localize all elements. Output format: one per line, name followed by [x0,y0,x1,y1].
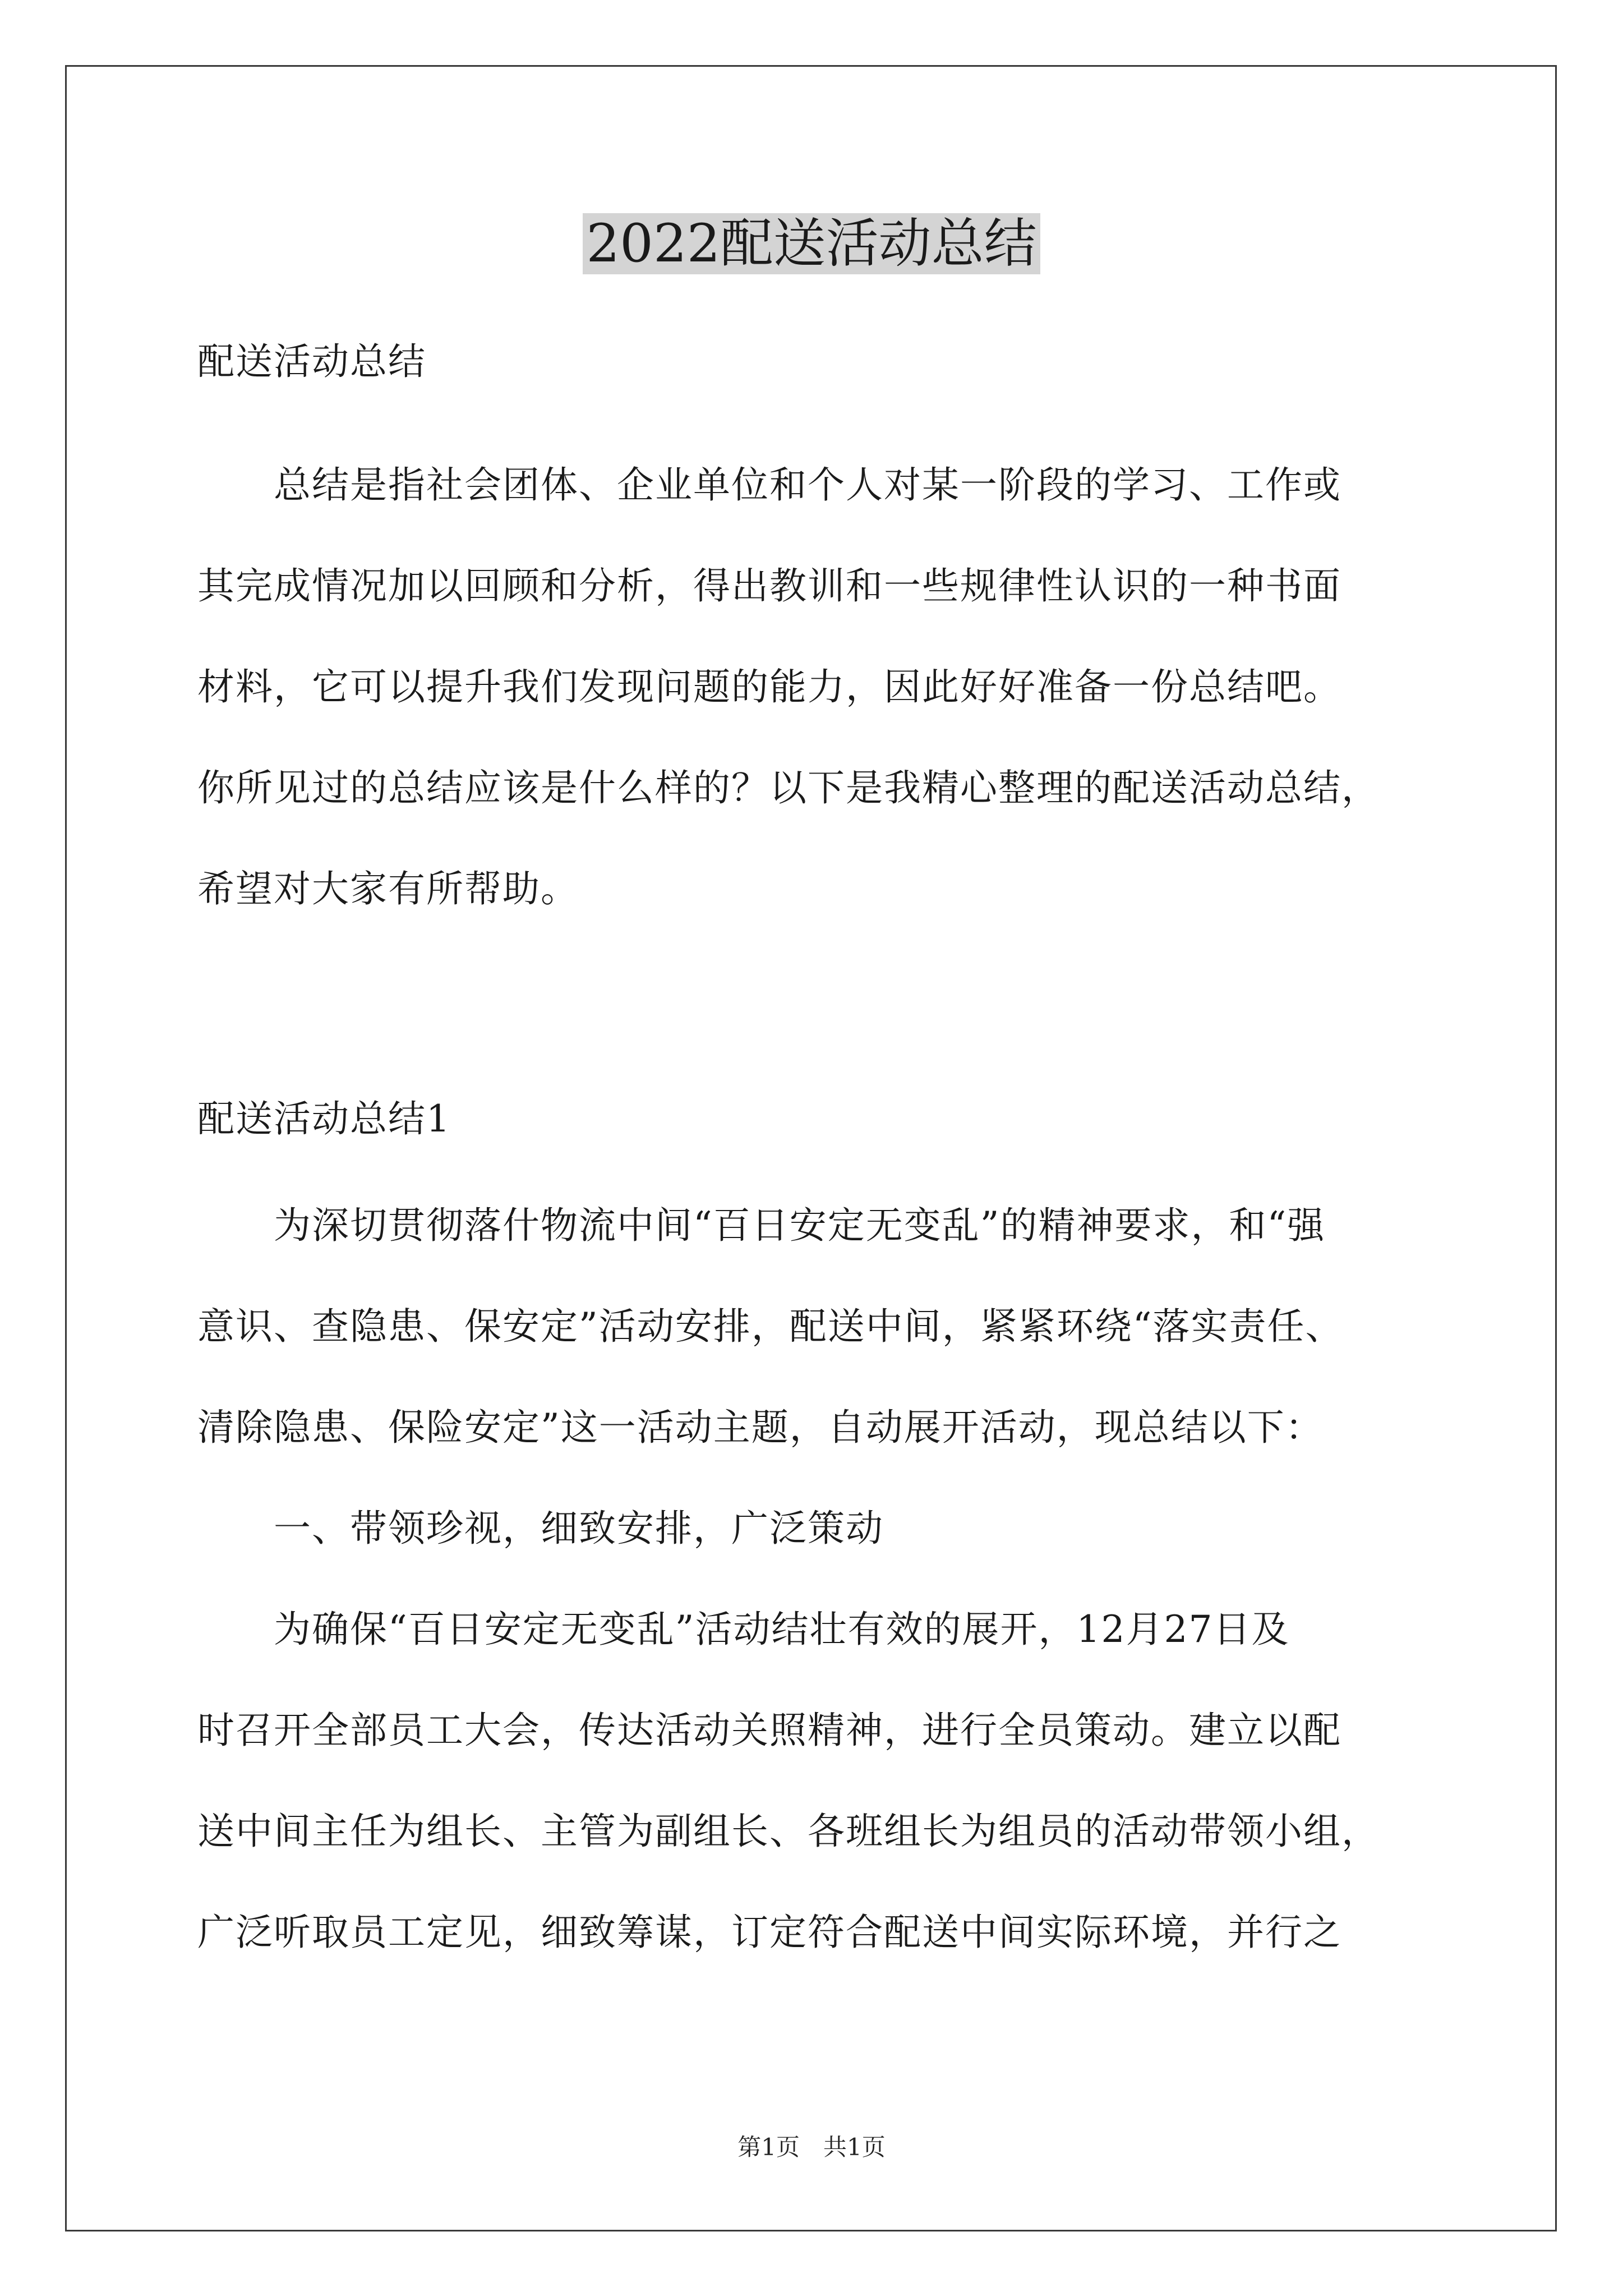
paragraph-line: 送中间主任为组长、主管为副组长、各班组长为组员的活动带领小组， [197,1810,1380,1853]
paragraph-line: 广泛听取员工定见，细致筹谋，订定符合配送中间实际环境，并行之 [197,1911,1341,1954]
paragraph-line: 时召开全部员工大会，传达活动关照精神，进行全员策动。建立以配 [197,1709,1341,1752]
paragraph-line: 清除隐患、保险安定”这一活动主题，自动展开活动，现总结以下： [197,1406,1324,1449]
intro-heading: 配送活动总结 [197,340,426,383]
document-title [0,208,1623,280]
paragraph-line: 为确保“百日安定无变乱”活动结壮有效的展开，12月27日及 [197,1608,1290,1651]
paragraph-line: 总结是指社会团体、企业单位和个人对某一阶段的学习、工作或 [197,463,1341,507]
subsection-heading: 一、带领珍视，细致安排，广泛策动 [197,1507,884,1550]
paragraph-line: 希望对大家有所帮助。 [197,867,579,910]
paragraph-line: 材料，它可以提升我们发现问题的能力，因此好好准备一份总结吧。 [197,665,1341,708]
paragraph-line: 其完成情况加以回顾和分析，得出教训和一些规律性认识的一种书面 [197,564,1341,608]
section-heading: 配送活动总结1 [197,1097,451,1140]
page-number-footer: 第1页 共1页 [737,2133,886,2161]
paragraph-line: 你所见过的总结应该是什么样的？以下是我精心整理的配送活动总结， [197,766,1380,809]
page-border [65,65,1557,2231]
paragraph-line: 意识、查隐患、保安定”活动安排，配送中间，紧紧环绕“落实责任、 [197,1305,1344,1348]
document-title-text: 2022配送活动总结 [583,213,1040,274]
paragraph-line: 为深切贯彻落什物流中间“百日安定无变乱”的精神要求，和“强 [197,1204,1326,1247]
